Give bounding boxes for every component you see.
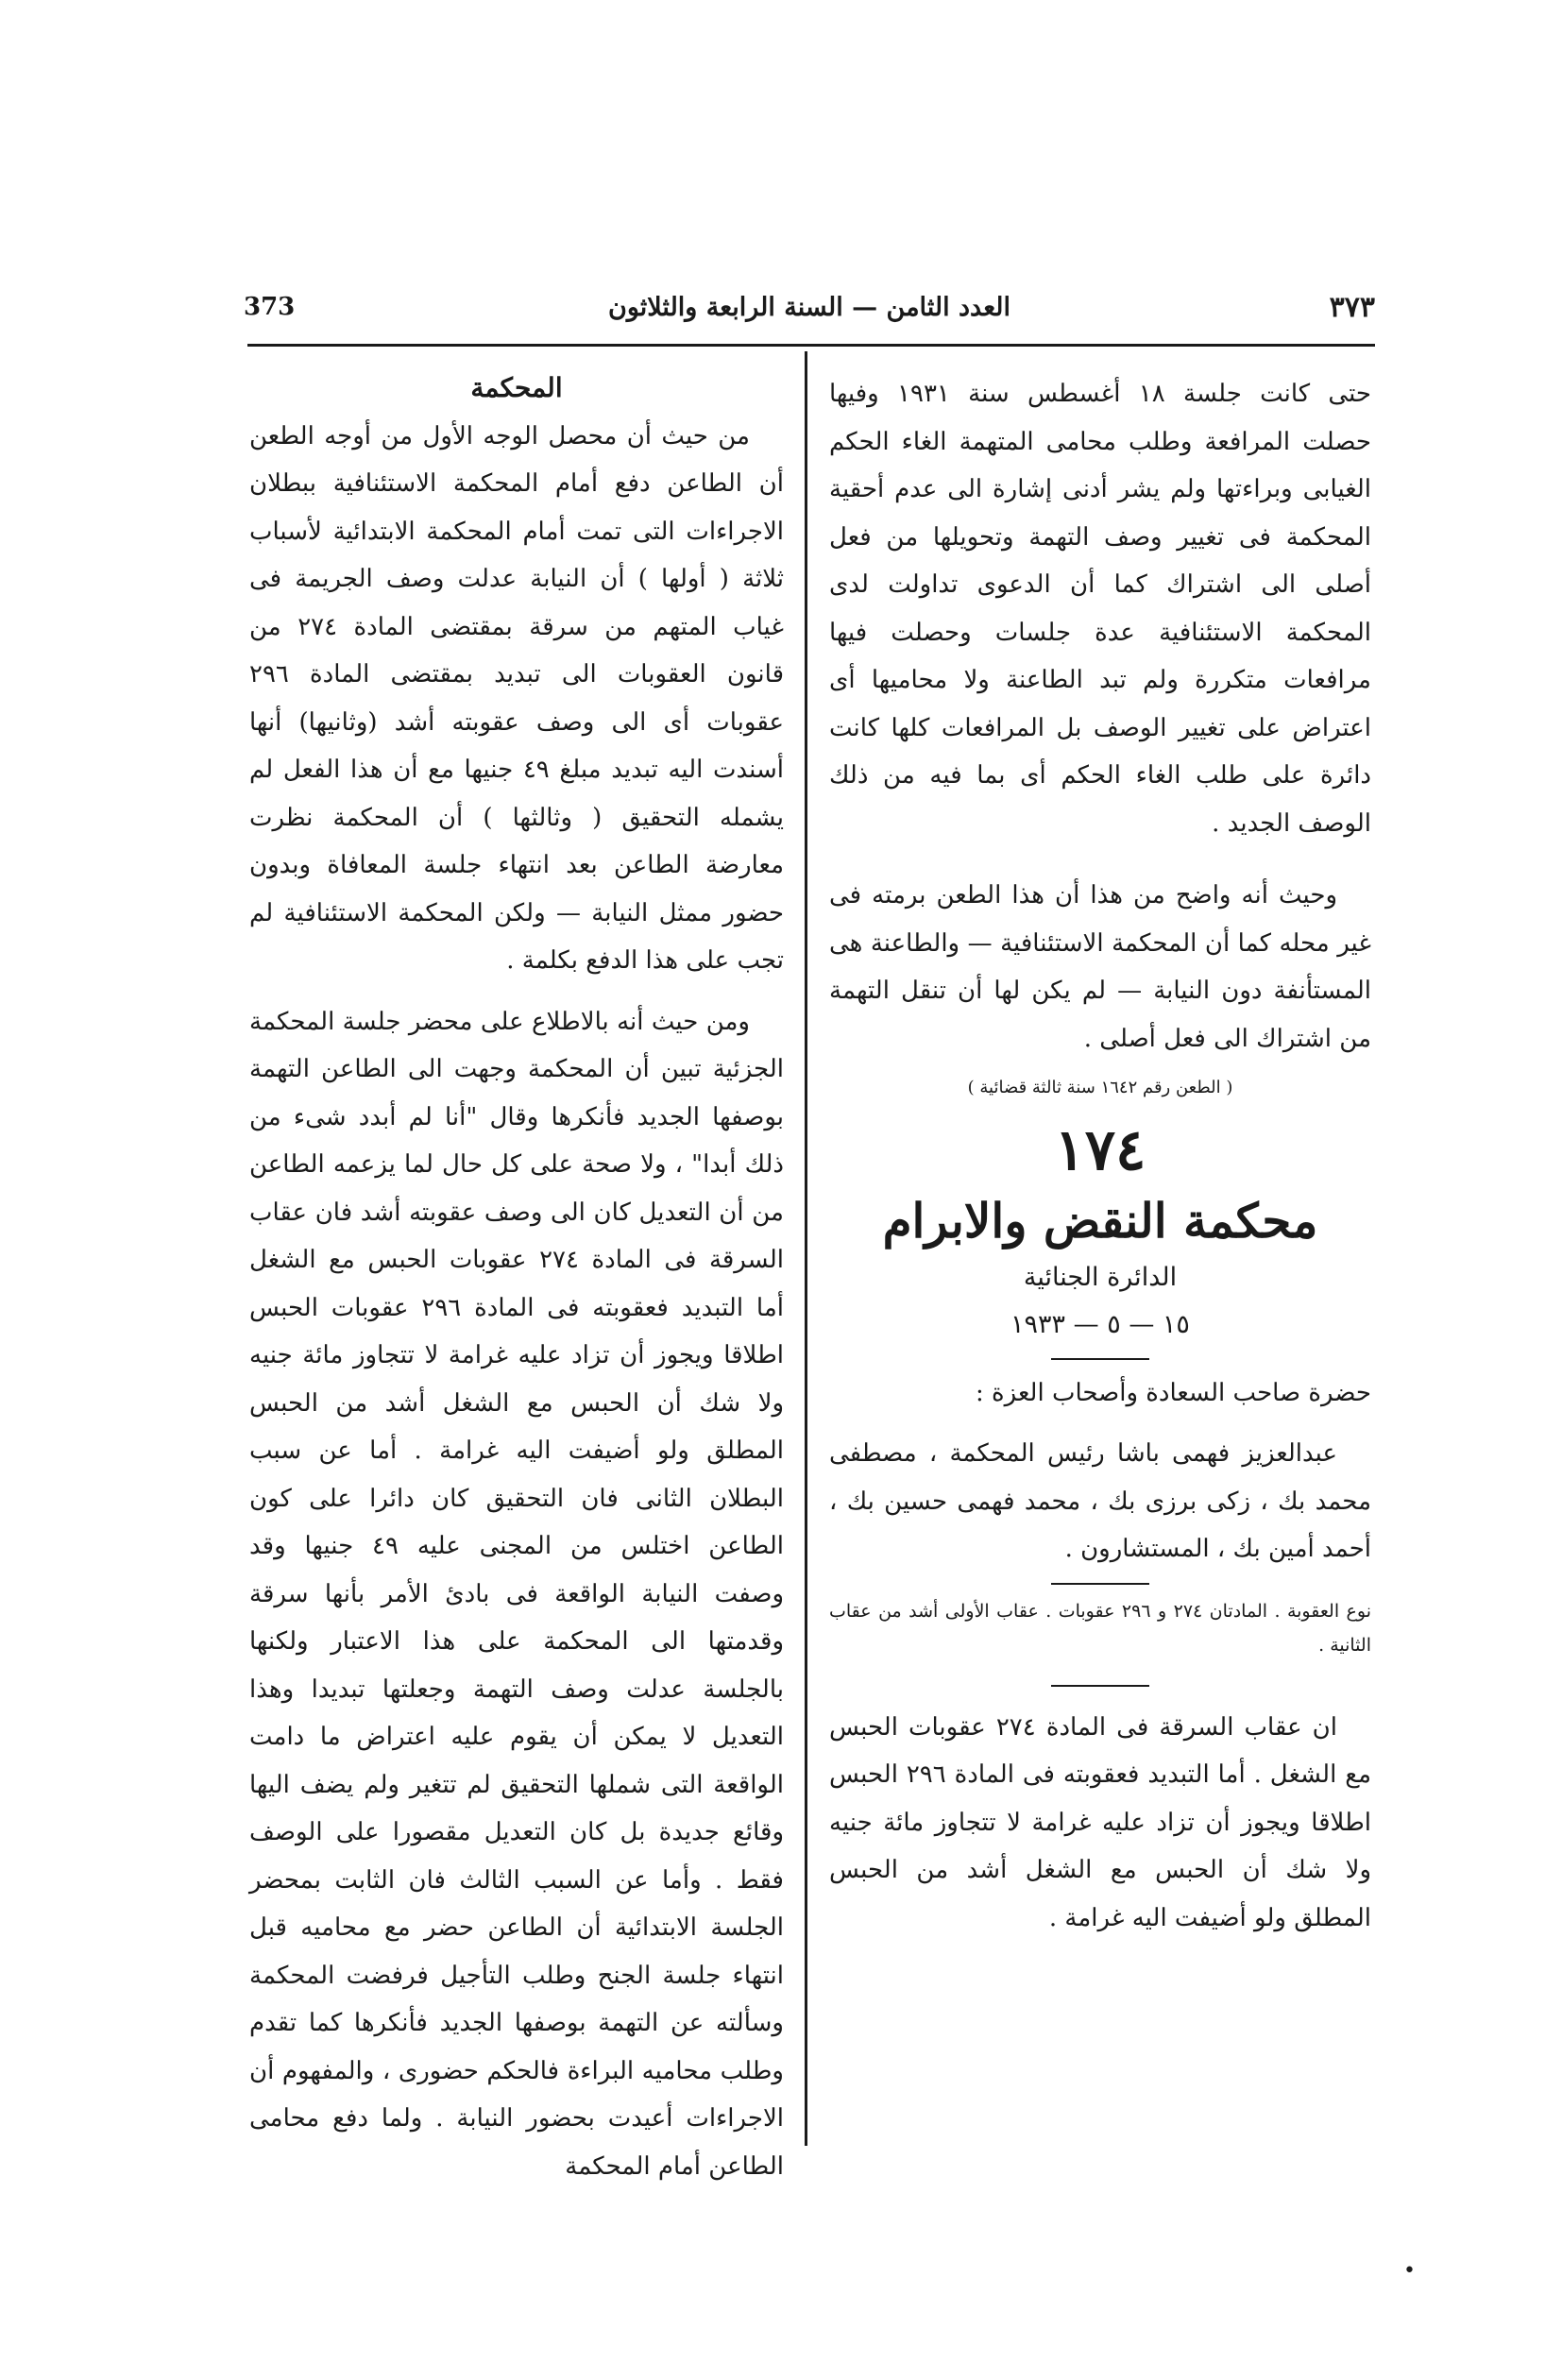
column-divider: [805, 351, 807, 2146]
left-column: [829, 370, 1371, 1942]
divider-rule: [1051, 1358, 1149, 1360]
bench-intro: حضرة صاحب السعادة وأصحاب العزة :: [976, 1378, 1371, 1407]
page-number-arabic: ٣٧٣: [1329, 291, 1375, 324]
circuit-name: الدائرة الجنائية: [1023, 1262, 1178, 1292]
header-rule: [247, 344, 1375, 347]
body-paragraph: ومن حيث أنه بالاطلاع على محضر جلسة المحكمة الجزئية تبين أن المحكمة وجهت الى الطاعن التهمة بوصفها الجديد فأنكرها وقال "أنا لم أبدد شىء من ذلك أبدا" ، ولا صحة على كل حال لما يزعمه الطاعن من أن التعديل كان الى وصف عقوبته أشد فان عقاب السرقة فى المادة ٢٧٤ عقوبات الحبس مع الشغل أما التبديد فعقوبته فى المادة ٢٩٦ عقوبات الحبس اطلاقا ويجوز أن تزاد عليه غرامة لا تتجاوز مائة جنيه ولا شك أن الحبس مع الشغل أشد من الحبس المطلق ولو أضيفت اليه غرامة . أما عن سبب البطلان الثانى فان التحقيق كان دائرا على كون الطاعن اختلس من المجنى عليه ٤٩ جنيها وقد وصفت النيابة الواقعة فى بادئ الأمر بأنها سرقة وقدمتها الى المحكمة على هذا الاعتبار ولكنها بالجلسة عدلت وصف التهمة وجعلتها تبديدا وهذا التعديل لا يمكن أن يقوم عليه اعتراض ما دامت الواقعة التى شملها التحقيق لم تتغير ولم يضف اليها وقائع جديدة بل كان التعديل مقصورا على الوصف فقط . وأما عن السبب الثالث فان الثابت بمحضر الجلسة الابتدائية أن الطاعن حضر مع محاميه قبل انتهاء جلسة الجنح وطلب التأجيل فرفضت المحكمة وسألته عن التهمة بوصفها الجديد فأنكرها كما تقدم وطلب محاميه البراءة فالحكم حضورى ، والمفهوم أن الاجراءات أعيدت بحضور النيابة . ولما دفع محامى الطاعن أمام المحكمة: [249, 1007, 784, 2181]
bullet-mark: •: [1403, 2259, 1416, 2283]
page-number-latin: 373: [244, 293, 296, 321]
case-number: ١٧٤: [1054, 1116, 1146, 1183]
court-name: محكمة النقض والابرام: [882, 1192, 1318, 1249]
divider-rule: [1051, 1583, 1149, 1585]
appeal-reference: ( الطعن رقم ١٦٤٢ سنة ثالثة قضائية ): [967, 1078, 1233, 1097]
section-heading: المحكمة: [470, 372, 563, 403]
divider-rule: [1051, 1685, 1149, 1687]
running-title: العدد الثامن — السنة الرابعة والثلاثون: [608, 293, 1010, 322]
body-paragraph: من حيث أن محصل الوجه الأول من أوجه الطعن أن الطاعن دفع أمام المحكمة الاستئنافية ببطلان الاجراءات التى تمت أمام المحكمة الابتدائية لأسباب ثلاثة ( أولها ) أن النيابة عدلت وصف الجريمة فى غياب المتهم من سرقة بمقتضى المادة ٢٧٤ من قانون العقوبات الى تبديد بمقتضى المادة ٢٩٦ عقوبات أى الى وصف عقوبته أشد (وثانيها) أنها أسندت اليه تبديد مبلغ ٤٩ جنيها مع أن هذا الفعل لم يشمله التحقيق ( وثالثها ) أن المحكمة نظرت معارضة الطاعن بعد انتهاء جلسة المعافاة وبدون حضور ممثل النيابة — ولكن المحكمة الاستئنافية لم تجب على هذا الدفع بكلمة .: [249, 421, 784, 975]
headnote: نوع العقوبة . المادتان ٢٧٤ و ٢٩٦ عقوبات . عقاب الأولى أشد من عقاب الثانية .: [829, 1600, 1371, 1656]
holding-paragraph: ان عقاب السرقة فى المادة ٢٧٤ عقوبات الحبس مع الشغل . أما التبديد فعقوبته فى المادة ٢٩٦ الحبس اطلاقا ويجوز أن تزاد عليه غرامة لا تتجاوز مائة جنيه ولا شك أن الحبس مع الشغل أشد من الحبس المطلق ولو أضيفت اليه غرامة .: [829, 1712, 1371, 1932]
case-header: [829, 1113, 1371, 1360]
right-column: [249, 365, 784, 2190]
page-header: [244, 283, 1375, 340]
body-paragraph: وحيث أنه واضح من هذا أن هذا الطعن برمته فى غير محله كما أن المحكمة الاستئنافية — والطاعنة هى المستأنفة دون النيابة — لم يكن لها أن تنقل التهمة من اشتراك الى فعل أصلى .: [829, 881, 1371, 1053]
body-paragraph: حتى كانت جلسة ١٨ أغسطس سنة ١٩٣١ وفيها حصلت المرافعة وطلب محامى المتهمة الغاء الحكم الغيابى وبراءتها ولم يشر أدنى إشارة الى عدم أحقية المحكمة فى تغيير وصف التهمة وتحويلها من فعل أصلى الى اشتراك كما أن الدعوى تداولت لدى المحكمة الاستئنافية عدة جلسات وحصلت فيها مرافعات متكررة ولم تبد الطاعنة ولا محاميها أى اعتراض على تغيير الوصف بل المرافعات كلها كانت دائرة على طلب الغاء الحكم أى بما فيه من ذلك الوصف الجديد .: [829, 380, 1371, 838]
judgment-date: ١٥ — ٥ — ١٩٣٣: [1010, 1309, 1190, 1339]
bench-members: عبدالعزيز فهمى باشا رئيس المحكمة ، مصطفى محمد بك ، زكى برزى بك ، محمد فهمى حسين بك ، أحمد أمين بك ، المستشارون .: [829, 1439, 1371, 1563]
